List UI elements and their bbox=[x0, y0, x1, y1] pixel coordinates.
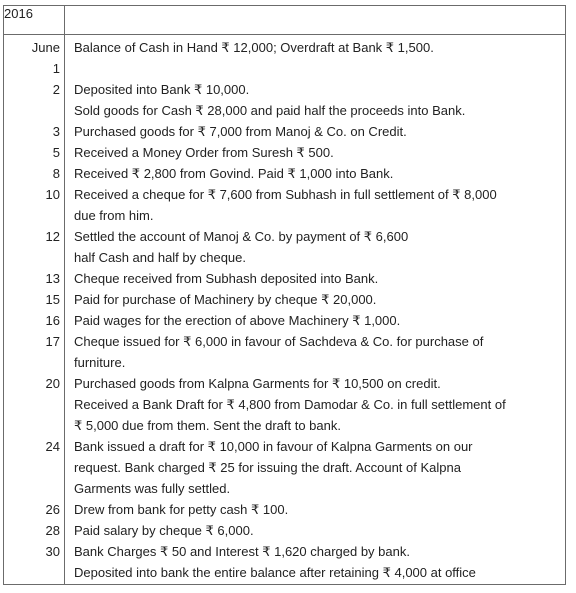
date-spacer bbox=[4, 247, 60, 268]
entry-line: Garments was fully settled. bbox=[74, 481, 231, 496]
entry-date: 8 bbox=[52, 166, 60, 181]
entry-line: Received a Bank Draft for ₹ 4,800 from Damodar & Co. in full settlement of bbox=[74, 397, 506, 412]
body-row bbox=[4, 35, 566, 585]
entry-line: Purchased goods for ₹ 7,000 from Manoj & Co. on Credit. bbox=[74, 124, 407, 139]
date-spacer bbox=[4, 100, 60, 121]
date-column bbox=[4, 35, 65, 585]
year-header: 2016 bbox=[4, 6, 65, 35]
transactions-table bbox=[3, 5, 566, 585]
entry-line: Purchased goods from Kalpna Garments for ₹ 10,500 on credit. bbox=[74, 376, 441, 391]
entry-line: ₹ 5,000 due from them. Sent the draft to bank. bbox=[74, 418, 341, 433]
entry-date: June bbox=[31, 40, 60, 55]
entry-line: Paid wages for the erection of above Machinery ₹ 1,000. bbox=[74, 313, 401, 328]
entry-date: 10 bbox=[45, 187, 60, 202]
entry-line: Paid for purchase of Machinery by cheque ₹ 20,000. bbox=[74, 292, 377, 307]
entry-line: Paid salary by cheque ₹ 6,000. bbox=[74, 523, 254, 538]
entry-date: 12 bbox=[45, 229, 60, 244]
entry-date: 17 bbox=[45, 334, 60, 349]
entry-line bbox=[74, 58, 559, 79]
entry-date: 13 bbox=[45, 271, 60, 286]
entry-date: 20 bbox=[45, 376, 60, 391]
entry-line: Deposited into bank the entire balance after retaining ₹ 4,000 at office bbox=[74, 565, 476, 580]
entry-date: 28 bbox=[45, 523, 60, 538]
entry-date: 15 bbox=[45, 292, 60, 307]
entry-line: Bank Charges ₹ 50 and Interest ₹ 1,620 charged by bank. bbox=[74, 544, 410, 559]
entry-line: Cheque received from Subhash deposited into Bank. bbox=[74, 271, 379, 286]
entry-date: 16 bbox=[45, 313, 60, 328]
entry-date: 5 bbox=[52, 145, 60, 160]
entry-date: 1 bbox=[52, 61, 60, 76]
entry-line: Deposited into Bank ₹ 10,000. bbox=[74, 82, 250, 97]
entry-line: half Cash and half by cheque. bbox=[74, 250, 247, 265]
entry-line: Received a Money Order from Suresh ₹ 500. bbox=[74, 145, 334, 160]
entry-line: Bank issued a draft for ₹ 10,000 in favour of Kalpna Garments on our bbox=[74, 439, 473, 454]
date-spacer bbox=[4, 478, 60, 499]
entry-line: Balance of Cash in Hand ₹ 12,000; Overdraft at Bank ₹ 1,500. bbox=[74, 40, 434, 55]
entry-line: Received ₹ 2,800 from Govind. Paid ₹ 1,000 into Bank. bbox=[74, 166, 394, 181]
entry-line: Drew from bank for petty cash ₹ 100. bbox=[74, 502, 289, 517]
entry-date: 2 bbox=[52, 82, 60, 97]
entry-line: Cheque issued for ₹ 6,000 in favour of Sachdeva & Co. for purchase of bbox=[74, 334, 484, 349]
entry-line: Received a cheque for ₹ 7,600 from Subhash in full settlement of ₹ 8,000 bbox=[74, 187, 497, 202]
date-spacer bbox=[4, 205, 60, 226]
date-spacer bbox=[4, 457, 60, 478]
date-spacer bbox=[4, 394, 60, 415]
entry-date: 3 bbox=[52, 124, 60, 139]
particulars-column bbox=[65, 35, 566, 585]
particulars-header bbox=[65, 6, 566, 35]
entry-line: Settled the account of Manoj & Co. by payment of ₹ 6,600 bbox=[74, 229, 409, 244]
entry-line: request. Bank charged ₹ 25 for issuing the draft. Account of Kalpna bbox=[74, 460, 461, 475]
header-row bbox=[4, 6, 566, 35]
entry-date: 26 bbox=[45, 502, 60, 517]
entry-date: 30 bbox=[45, 544, 60, 559]
entry-date: 24 bbox=[45, 439, 60, 454]
date-spacer bbox=[4, 352, 60, 373]
date-spacer bbox=[4, 415, 60, 436]
date-spacer bbox=[4, 562, 60, 583]
entry-line: Sold goods for Cash ₹ 28,000 and paid half the proceeds into Bank. bbox=[74, 103, 466, 118]
entry-line: furniture. bbox=[74, 355, 126, 370]
entry-line: due from him. bbox=[74, 208, 154, 223]
